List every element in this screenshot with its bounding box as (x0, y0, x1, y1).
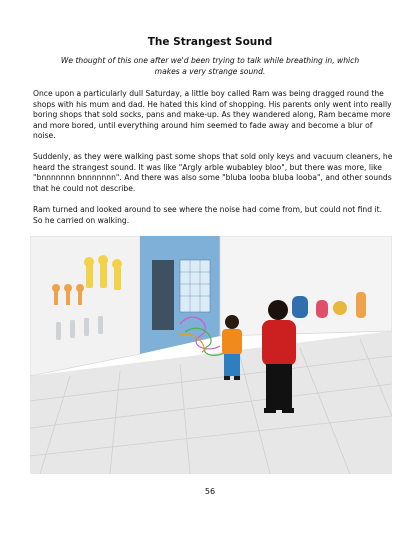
key-icon (98, 255, 108, 265)
key-icon (54, 291, 58, 305)
dad-shirt (262, 320, 296, 366)
key-icon (84, 257, 94, 267)
ram-shoe (224, 376, 230, 380)
vacuum-icon (292, 296, 308, 318)
key-icon (56, 322, 61, 340)
key-icon (64, 284, 72, 292)
key-icon (100, 262, 107, 288)
vacuum-icon (333, 301, 347, 315)
story-title: The Strangest Sound (147, 36, 273, 48)
story-paragraph: Ram turned and looked around to see where the noise had come from, but could not find it. So he carried on walking. (33, 205, 382, 225)
keys-shop-wall (30, 236, 140, 376)
shopping-street-illustration (30, 236, 392, 474)
vacuum-icon (356, 292, 366, 318)
vacuum-shop-wall (220, 236, 392, 336)
dad-trousers (266, 364, 292, 410)
key-icon (78, 291, 82, 305)
story-subtitle: We thought of this one after we'd been trying to talk while breathing in, which makes a very strange sound. (60, 56, 360, 76)
ram-trousers (224, 354, 240, 376)
dad-shoe (264, 408, 276, 413)
key-icon (70, 320, 75, 338)
shop-door-window (180, 260, 210, 312)
vacuum-icon (316, 300, 328, 318)
story-paragraph: Suddenly, as they were walking past some shops that sold only keys and vacuum cleaners, he heard the strangest sound. It was like "Argly arble wubabley bloo", but there was more, like "bnnnnnnn bnnnnnnn". And there was also some "bluba looba bluba looba", and other sounds that he could not describe. (33, 152, 393, 193)
ram-shirt (222, 329, 242, 355)
story-paragraph: Once upon a particularly dull Saturday, a little boy called Ram was being dragged round the shops with his mum and dad. He hated this kind of shopping. His parents only went into really boring shops that sold socks, pans and make-up. As they wandered along, Ram became more and more bored, until everything around him seemed to fade away and become a blur of noise. (33, 89, 392, 140)
ram-head (225, 315, 239, 329)
page-number: 56 (204, 487, 216, 496)
key-icon (76, 284, 84, 292)
key-icon (52, 284, 60, 292)
shop-door (152, 260, 174, 330)
key-icon (98, 316, 103, 334)
dad-shoe (282, 408, 294, 413)
key-icon (84, 318, 89, 336)
key-icon (114, 266, 121, 290)
ram-shoe (234, 376, 240, 380)
dad-head (268, 300, 288, 320)
key-icon (66, 291, 70, 305)
key-icon (86, 264, 93, 288)
key-icon (112, 259, 122, 269)
